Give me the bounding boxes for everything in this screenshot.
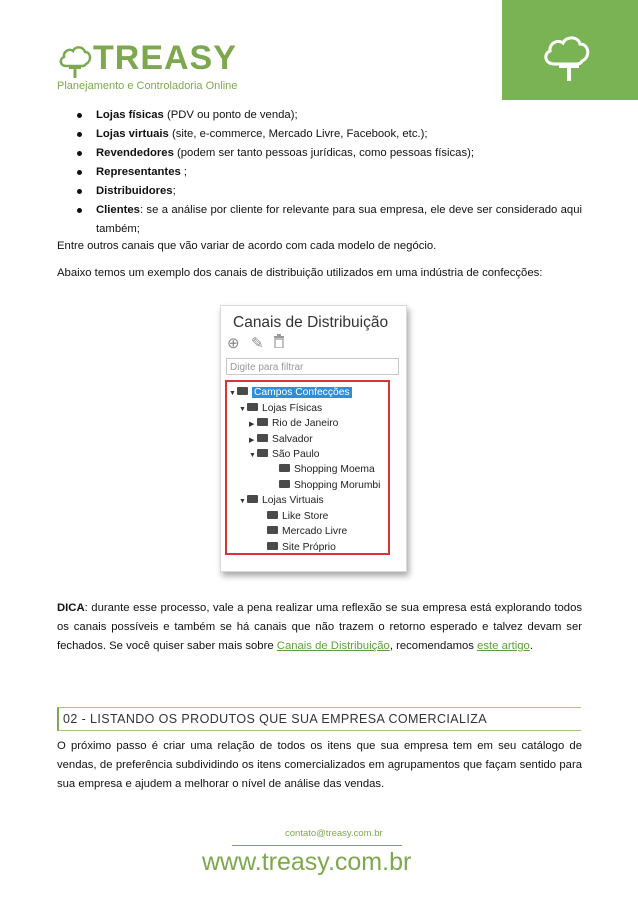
channel-list [78,106,582,239]
channel-name: Representantes [96,166,181,178]
link-canais-distribuicao[interactable]: Canais de Distribuição [276,640,390,652]
folder-icon [257,434,268,442]
tree-node[interactable] [239,402,322,416]
tree-logo-icon [58,42,92,80]
folder-icon [279,480,290,488]
channel-name: Distribuidores [96,185,173,197]
footer-divider [232,845,402,846]
channel-description: ; [180,166,188,178]
tree-node[interactable] [259,541,336,555]
add-circle-icon[interactable]: ⊕ [227,335,240,352]
footer-email[interactable]: contato@treasy.com.br [285,828,383,839]
tree-node[interactable] [249,433,313,447]
folder-icon [247,403,258,411]
logo-text: TREASY [93,39,237,77]
tree-node-label: Lojas Virtuais [262,495,324,506]
channel-name: Revendedores [96,147,174,159]
channel-list-item [78,125,582,144]
edit-pencil-icon[interactable]: ✎ [251,335,264,352]
tree-node-label: Shopping Morumbi [294,480,381,491]
tree-node-label: Salvador [272,434,313,445]
folder-icon [257,449,268,457]
channel-description: : se a análise por cliente for relevante para sua empresa, ele deve ser considerado aqui também; [96,204,582,235]
folder-icon [267,526,278,534]
channel-name: Lojas físicas [96,109,164,121]
caret-right-icon[interactable]: ▶ [249,437,255,444]
tree-node-label: Like Store [282,511,329,522]
section-heading-box [57,707,581,731]
tip-text-3: . [529,640,533,652]
folder-icon [267,511,278,519]
channel-name: Clientes [96,204,140,216]
bullet-icon [77,151,82,156]
bullet-icon [77,170,82,175]
bullet-icon [77,189,82,194]
caret-down-icon[interactable]: ▼ [249,452,256,459]
channel-description: (PDV ou ponto de venda); [163,109,298,121]
tree-node[interactable] [259,525,347,539]
link-este-artigo[interactable]: este artigo [477,640,530,652]
channel-list-item [78,163,582,182]
logo-tagline: Planejamento e Controladoria Online [57,80,238,92]
tree-node-label: Site Próprio [282,542,336,553]
distribution-channels-panel [220,305,407,572]
tree-node[interactable] [259,510,328,524]
tree-node[interactable] [271,463,375,477]
channel-list-item [78,201,582,239]
bullet-icon [77,132,82,137]
folder-icon [247,495,258,503]
tree-node[interactable] [229,386,352,400]
channel-list-item [78,144,582,163]
folder-icon [237,387,248,395]
caret-down-icon[interactable]: ▼ [239,498,246,505]
tree-node[interactable] [239,494,324,508]
channel-list-item [78,106,582,125]
tree-node[interactable] [271,479,380,493]
bullet-icon [77,113,82,118]
tip-paragraph [57,599,582,656]
channel-description: (site, e-commerce, Mercado Livre, Facebook, etc.); [168,128,428,140]
corner-brand-block [502,0,638,100]
tree-node-label: Mercado Livre [282,526,348,537]
panel-title: Canais de Distribuição [233,314,389,331]
filter-input[interactable]: Digite para filtrar [226,358,399,375]
channel-name: Lojas virtuais [96,128,169,140]
trash-icon[interactable] [273,334,285,352]
section-body: O próximo passo é criar uma relação de todos os itens que sua empresa tem em seu catálogo de vendas, de preferência subdividindo os itens comercializados em agrupamentos que façam sentido para sua empresa e ajudem a melhorar o nível de análise das vendas. [57,740,582,790]
tree-node-label: Rio de Janeiro [272,418,339,429]
caret-down-icon[interactable]: ▼ [229,390,236,397]
section-heading: 02 - LISTANDO OS PRODUTOS QUE SUA EMPRESA COMERCIALIZA [63,712,488,726]
footer-url[interactable]: www.treasy.com.br [202,848,412,876]
tree-node-label: Campos Confecções [254,387,350,398]
tree-node[interactable] [249,417,338,431]
channel-description: ; [172,185,176,197]
folder-icon [267,542,278,550]
tree-node-label: Shopping Moema [294,464,375,475]
tree-node-label: Lojas Físicas [262,403,323,414]
tip-text-2: , recomendamos [389,640,478,652]
paragraph-example-intro: Abaixo temos um exemplo dos canais de distribuição utilizados em uma indústria de confecções: [57,267,543,279]
tree-icon [540,30,598,86]
folder-icon [257,418,268,426]
tree-node[interactable] [249,448,320,462]
paragraph-other-channels: Entre outros canais que vão variar de acordo com cada modelo de negócio. [57,240,437,252]
tip-label: DICA [57,602,85,614]
channel-list-item [78,182,582,201]
caret-right-icon[interactable]: ▶ [249,421,255,428]
tip-text: : durante esse processo, vale a pena realizar uma reflexão se sua empresa está explorando todos os canais possíveis e também se há canais que não trazem o retorno esperado e talvez devam ser fechados. Se você quiser saber mais sobre [57,602,582,652]
folder-icon [279,464,290,472]
caret-down-icon[interactable]: ▼ [239,406,246,413]
bullet-icon [77,208,82,213]
channel-description: (podem ser tanto pessoas jurídicas, como pessoas físicas); [173,147,474,159]
tree-node-label: São Paulo [272,449,320,460]
